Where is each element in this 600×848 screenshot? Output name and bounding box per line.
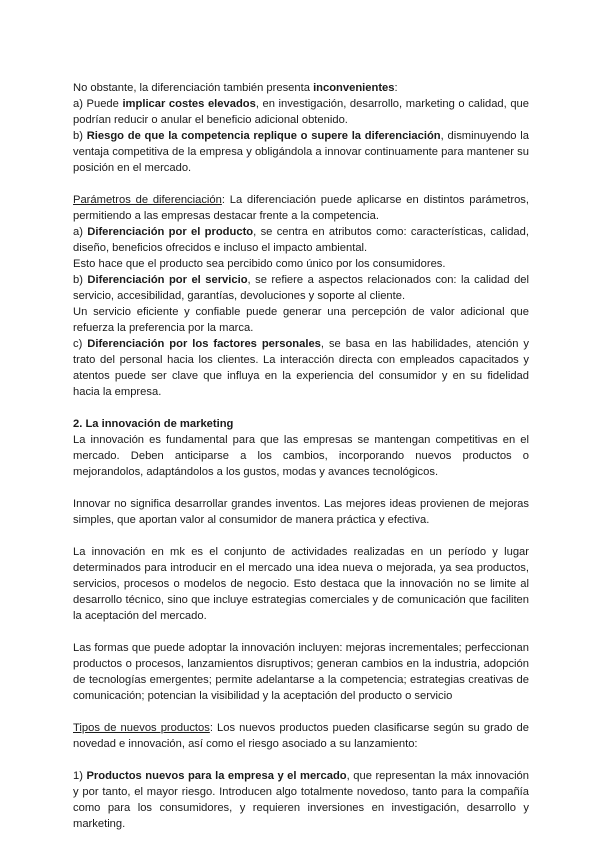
parametro-a: a) Diferenciación por el producto, se centra en atributos como: características, calidad, diseño, beneficios ofrecidos e incluso el impacto ambiental.	[73, 226, 529, 254]
inconvenientes-intro: No obstante, la diferenciación también presenta inconvenientes:	[73, 82, 398, 94]
parametro-b-note: Un servicio eficiente y confiable puede generar una percepción de valor adicional que refuerza la preferencia por la marca.	[73, 306, 529, 334]
inconveniente-a: a) Puede implicar costes elevados, en investigación, desarrollo, marketing o calidad, que podrían reducir o anular el beneficio adicional obtenido.	[73, 98, 530, 126]
parametro-c: c) Diferenciación por los factores personales, se basa en las habilidades, atención y trato del personal hacia los clientes. La interacción directa con empleados capacitados y atentos puede ser clave que influya en la experiencia del consumidor y en su fidelidad hacia la empresa.	[73, 338, 530, 398]
section-heading-innovacion: 2. La innovación de marketing	[73, 418, 234, 430]
parametros-intro: Parámetros de diferenciación: La diferenciación puede aplicarse en distintos parámetros, permitiendo a las empresas destacar frente a la competencia.	[73, 194, 530, 222]
parametros-title: Parámetros de diferenciación	[73, 194, 222, 206]
innovacion-paragraph-4: Las formas que puede adoptar la innovación incluyen: mejoras incrementales; perfeccionan productos o procesos, lanzamientos disruptivos; generan cambios en la industria, adopción de tecnologías emergentes; permite adelantarse a la competencia; estrategias creativas de comunicación; potencian la visibilidad y la aceptación del producto o servicio	[73, 642, 529, 702]
tipos-intro: Tipos de nuevos productos: Los nuevos productos pueden clasificarse según su grado de novedad e innovación, así como el riesgo asociado a su lanzamiento:	[73, 722, 529, 750]
tipos-title: Tipos de nuevos productos	[73, 722, 210, 734]
innovacion-paragraph-2: Innovar no significa desarrollar grandes inventos. Las mejores ideas provienen de mejoras simples, que aportan valor al consumidor de manera práctica y efectiva.	[73, 498, 529, 526]
innovacion-paragraph-1: La innovación es fundamental para que las empresas se mantengan competitivas en el mercado. Deben anticiparse a los cambios, incorporando nuevos productos o mejorandolos, adaptándolos a los gustos, modas y avances tecnológicos.	[73, 434, 529, 478]
innovacion-paragraph-3: La innovación en mk es el conjunto de actividades realizadas en un período y lugar determinados para introducir en el mercado una idea nueva o mejorada, ya sea productos, servicios, procesos o modelos de negocio. Esto destaca que la innovación no se limite al desarrollo técnico, sino que incluye estrategias comerciales y de comunicación que faciliten la aceptación del mercado.	[73, 546, 529, 622]
tipos-item-1: 1) Productos nuevos para la empresa y el mercado, que representan la máx innovación y por tanto, el mayor riesgo. Introducen algo totalmente novedoso, tanto para la compañía como para los consumidores, y requieren inversiones en investigación, desarrollo y marketing.	[73, 770, 529, 830]
parametro-b: b) Diferenciación por el servicio, se refiere a aspectos relacionados con: la calidad del servicio, accesibilidad, garantías, devoluciones y soporte al cliente.	[73, 274, 530, 302]
inconveniente-b: b) Riesgo de que la competencia replique o supere la diferenciación, disminuyendo la ventaja competitiva de la empresa y obligándola a innovar continuamente para mantener su posición en el mercado.	[73, 130, 529, 174]
parametro-a-note: Esto hace que el producto sea percibido como único por los consumidores.	[73, 258, 446, 270]
document-page	[73, 80, 529, 832]
